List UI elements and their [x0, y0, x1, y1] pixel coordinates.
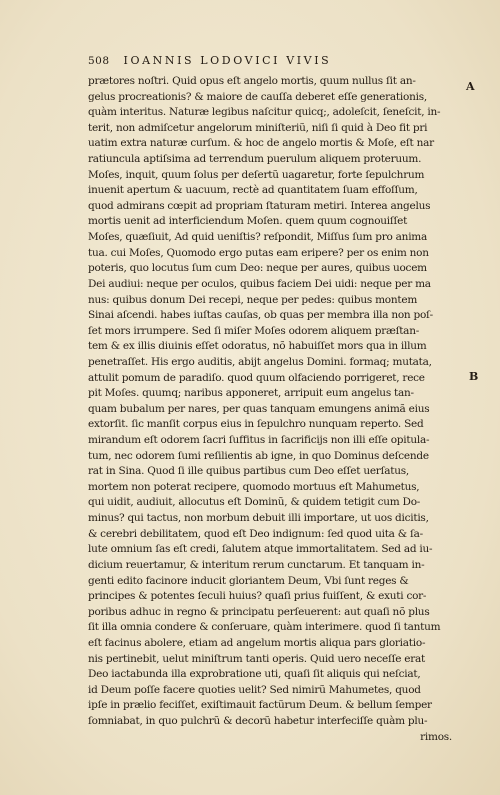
- running-title: IOANNIS LODOVICI VIVIS: [123, 54, 332, 67]
- text-line: inuenit apertum & uacuum, rectè ad quantitatem ſuam effoſſum,: [88, 184, 418, 197]
- text-line: ipſe in prælio feciſſet, exiſtimauit factũrum Deum. & bellum ſemper: [88, 699, 432, 712]
- text-line: minus? qui tactus, non morbum debuit illi importare, ut uos dicitis,: [88, 512, 429, 525]
- text-line: attulit pomum de paradiſo. quod quum olfaciendo porrigeret, rece: [88, 371, 425, 384]
- text-line: dicium reuertamur, & interitum rerum cunctarum. Et tanquam in-: [88, 558, 425, 571]
- text-line: ſomniabat, in quo pulchrũ & decorũ habetur interfeciſſe quàm plu-: [88, 714, 428, 727]
- text-line: qui uidit, audiuit, allocutus eſt Dominũ, & quidem tetigit cum Do-: [88, 496, 421, 509]
- page-number: 508: [88, 55, 110, 67]
- text-line: Sinai aſcendi. habes iuſtas cauſas, ob quas per membra illa non poſ-: [88, 309, 433, 322]
- text-line: ratiuncula aptiſsima ad terrendum puerulum aliquem proteruum.: [88, 153, 422, 166]
- text-line: quàm interitus. Naturæ legibus naſcitur quicq;, adoleſcit, ſeneſcit, in-: [88, 106, 441, 119]
- text-line: penetraſſet. His ergo auditis, abijt angelus Domini. formaq; mutata,: [88, 355, 432, 368]
- text-line: quod admirans cœpit ad propriam ſtaturam metiri. Interea angelus: [88, 199, 431, 212]
- text-line: tem & ex illis diuinis eſſet odoratus, nõ habuiſſet mors qua in illum: [88, 340, 427, 353]
- text-line: & cerebri debilitatem, quod eſt Deo indignum: ſed quod uita & ſa-: [88, 527, 423, 540]
- text-line: Dei audiui: neque per oculos, quibus faciem Dei uidi: neque per ma: [88, 277, 431, 290]
- text-line: tua. cui Moſes, Quomodo ergo putas eam eripere? per os enim non: [88, 246, 429, 259]
- text-line: poteris, quo locutus ſum cum Deo: neque per aures, quibus uocem: [88, 262, 427, 275]
- text-line: genti edito facinore inducit gloriantem Deum, Vbi ſunt reges &: [88, 574, 409, 587]
- text-line: terit, non admiſcetur angelorum miniſteriũ, niſi ſi quid à Deo fit pri: [88, 121, 428, 134]
- text-line: lute omnium ſas eſt credi, ſalutem atque immortalitatem. Sed ad iu-: [88, 543, 433, 556]
- marginal-letter-b: B: [469, 370, 479, 383]
- text-line: pit Moſes. quumq; naribus apponeret, arripuit eum angelus tan-: [88, 387, 414, 400]
- text-line: rat in Sina. Quod ſi ille quibus partibus cum Deo eſſet uerſatus,: [88, 465, 409, 478]
- text-line: mortem non poterat recipere, quomodo mortuus eſt Mahumetus,: [88, 480, 420, 493]
- running-head: [88, 54, 468, 67]
- text-line: id Deum poſſe facere quoties uelit? Sed nimirũ Mahumetes, quod: [88, 683, 421, 696]
- text-line: mortis uenit ad interficiendum Moſen. quem quum cognouiſſet: [88, 215, 408, 228]
- text-line: Moſes, inquit, quum ſolus per deſertũ uagaretur, forte ſepulchrum: [88, 168, 425, 181]
- text-line: poribus adhuc in regno & principatu perſeuerent: aut quaſi nõ plus: [88, 605, 430, 618]
- text-line: prætores noſtri. Quid opus eſt angelo mortis, quum nullus ſit an-: [88, 75, 416, 87]
- text-line: Moſes, quæſiuit, Ad quid ueniſtis? reſpondit, Miſſus ſum pro anima: [88, 231, 428, 244]
- text-line: nus: quibus donum Dei recepi, neque per pedes: quibus montem: [88, 293, 418, 306]
- text-line: ſit illa omnia condere & conſeruare, quàm interimere. quod ſi tantum: [88, 621, 441, 634]
- text-line: rimos.: [420, 730, 452, 743]
- text-line: extorſit. ſic manſit corpus eius in ſepulchro nunquam reperto. Sed: [88, 418, 424, 431]
- text-line: uatim extra naturæ curſum. & hoc de angelo mortis & Moſe, eſt nar: [88, 137, 434, 150]
- text-line: tum, nec odorem ſumi reſilientis ab igne, in quo Dominus deſcende: [88, 449, 429, 462]
- marginal-letter-a: A: [466, 80, 475, 93]
- body-text: [88, 74, 460, 745]
- text-line: quam bubalum per nares, per quas tanquam emungens animã eius: [88, 402, 430, 415]
- text-line: principes & potentes ſeculi huius? quaſi prius fuiſſent, & exuti cor-: [88, 590, 427, 603]
- text-line: gelus procreationis? & maiore de cauſſa deberet eſſe generationis,: [88, 90, 427, 103]
- text-line: Deo iactabunda illa exprobratione uti, quaſi ſit aliquis qui neſciat,: [88, 668, 421, 681]
- text-line: mirandum eſt odorem ſacri ſuffitus in ſacrificijs non illi eſſe opitula-: [88, 434, 430, 447]
- text-line: nis pertinebit, uelut miniſtrum tanti operis. Quid uero neceſſe erat: [88, 652, 426, 665]
- text-line: ſet mors irrumpere. Sed ſi miſer Moſes odorem aliquem præſtan-: [88, 324, 420, 337]
- text-line: eſt facinus abolere, etiam ad angelum mortis aliqua pars gloriatio-: [88, 636, 426, 649]
